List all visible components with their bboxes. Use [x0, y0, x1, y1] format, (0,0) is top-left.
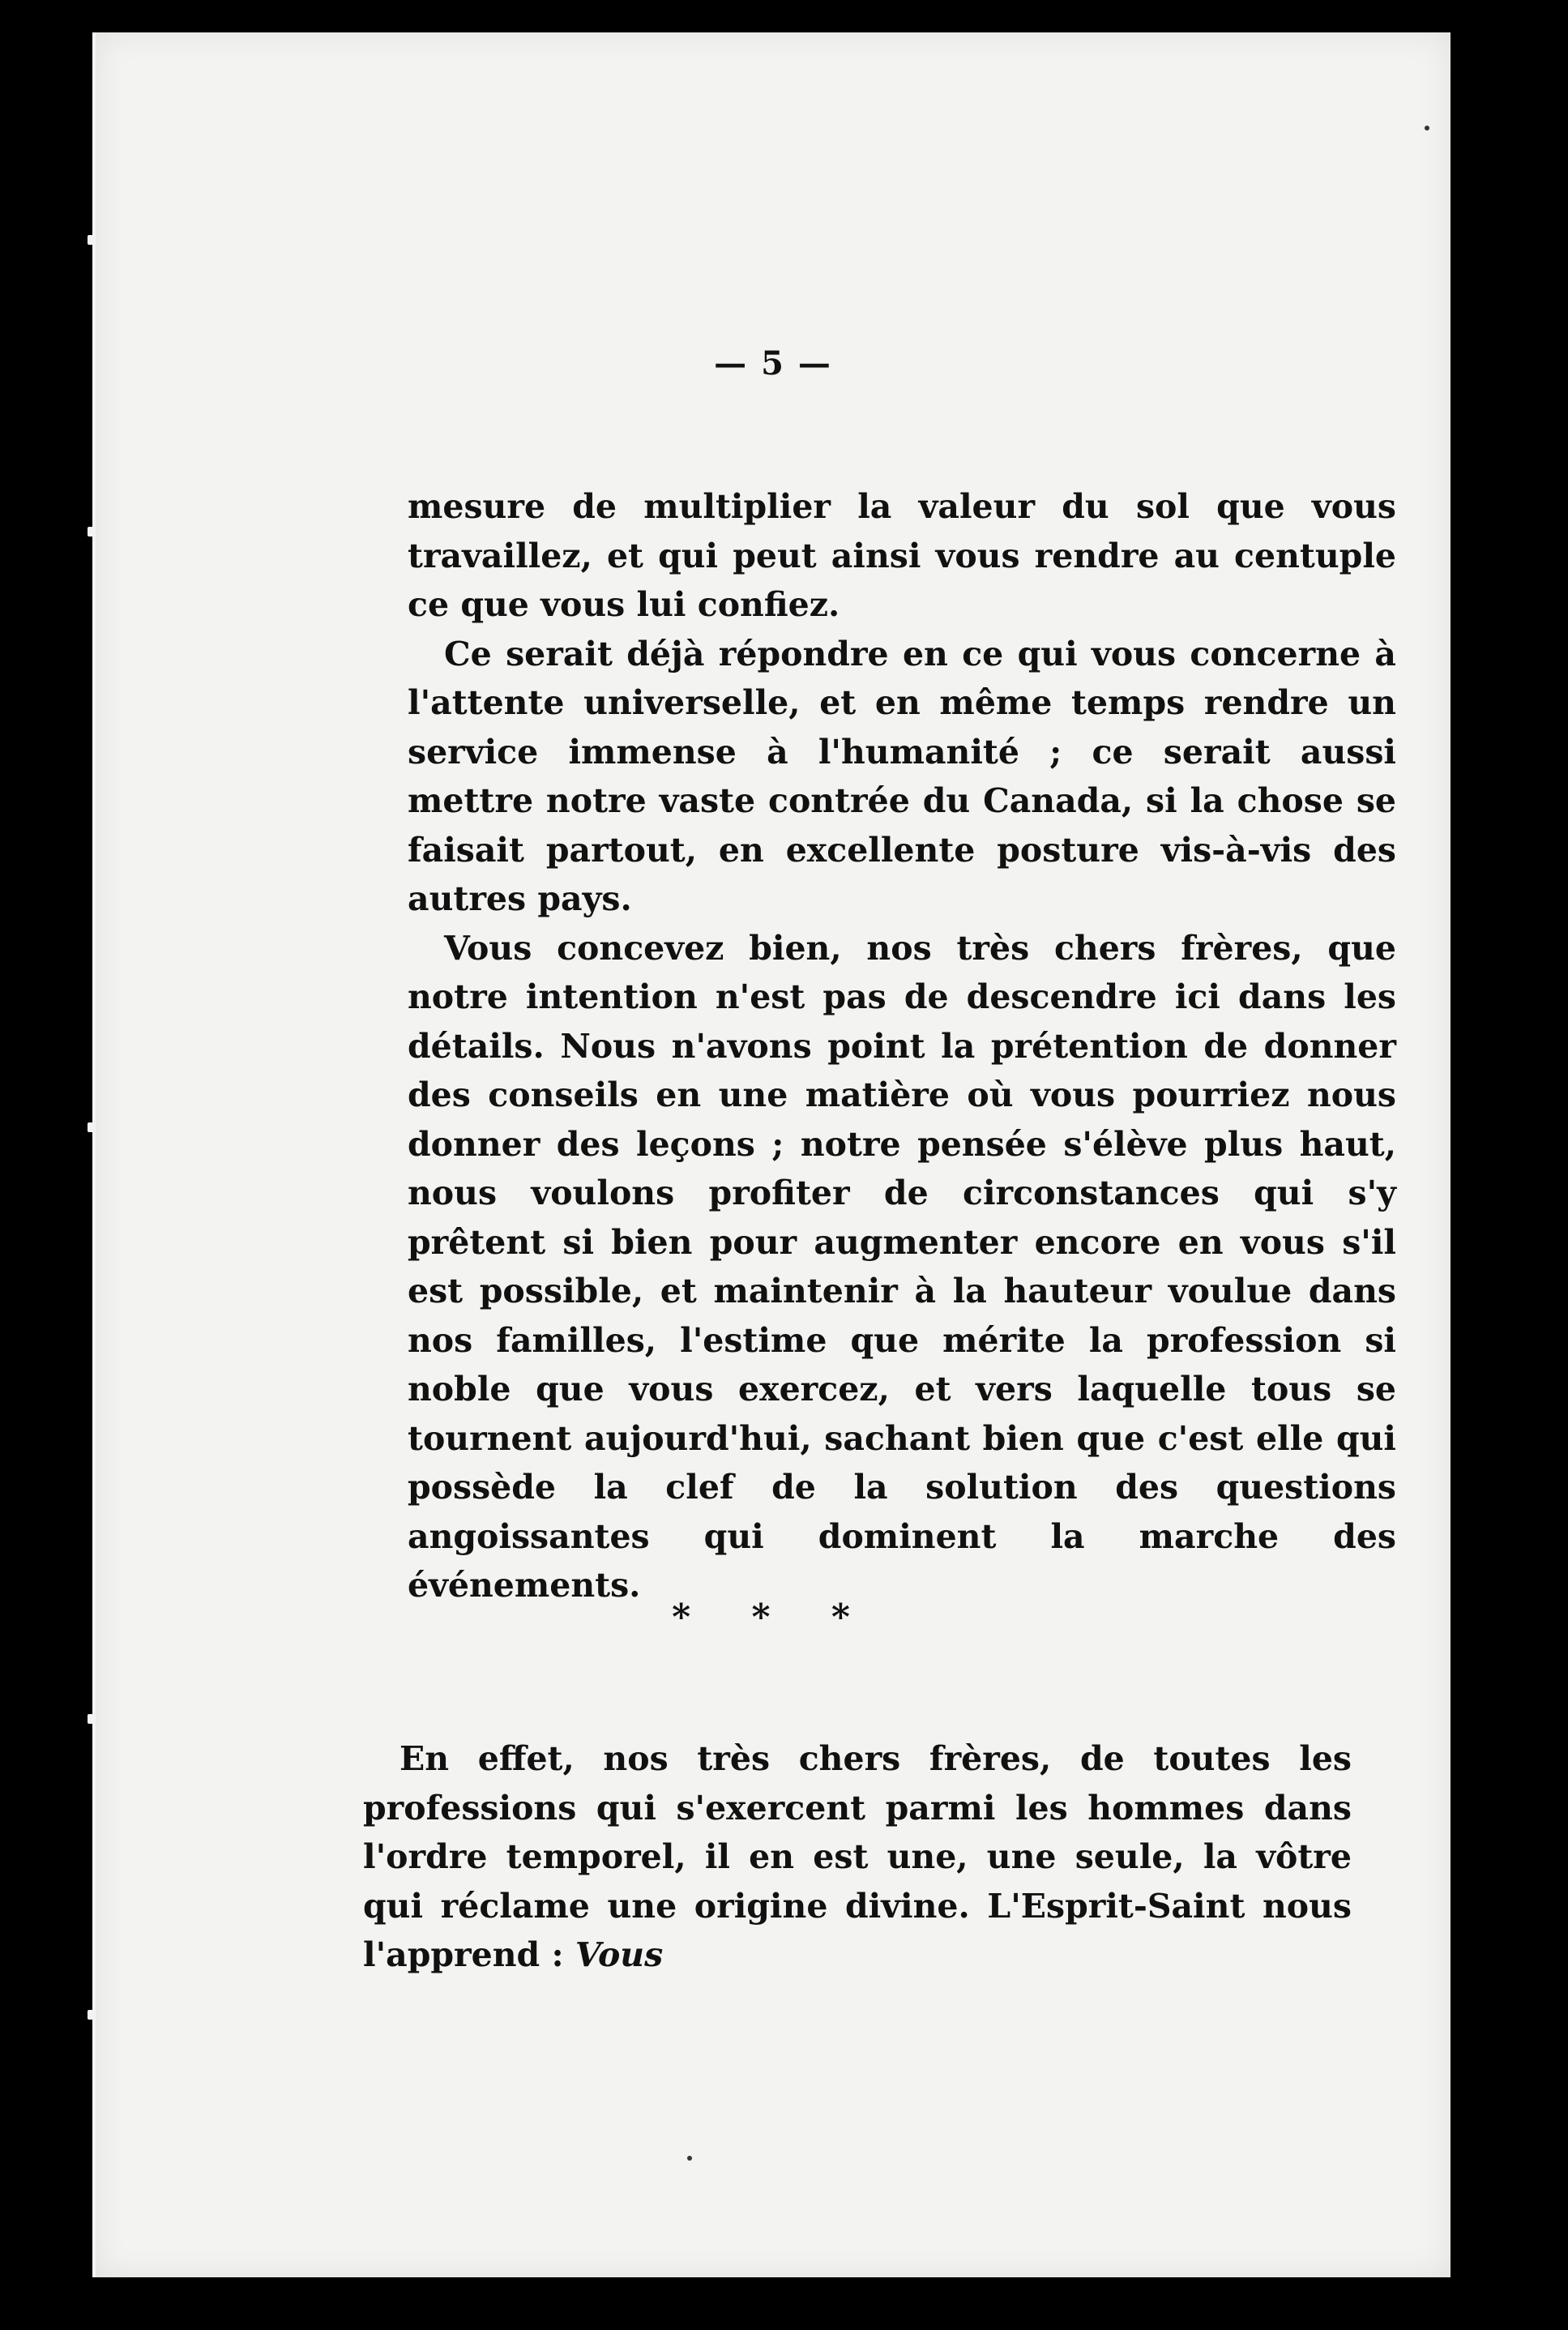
paragraph-text: En effet, nos très chers frères, de toutes les professions qui s'exercent parmi les hommes dans l'ordre temporel, il en est une, une seule, la vôtre qui réclame une origine divine. L'Esprit-Saint nous l'apprend : — [363, 1739, 1352, 1974]
book-binding — [52, 32, 96, 2277]
text-block-top — [408, 482, 1396, 1610]
text-block-bottom — [363, 1734, 1352, 1980]
page-speck — [687, 2156, 692, 2161]
paragraph-italic-tail: Vous — [575, 1935, 664, 1974]
paragraph: Ce serait déjà répondre en ce qui vous concerne à l'attente universelle, et en même temps rendre un service immense à l'humanité ; ce serait aussi mettre notre vaste contrée du Canada, si la chose se faisait partout, en excellente posture vis-à-vis des autres pays. — [408, 634, 1396, 918]
page-number: — 5 — — [714, 344, 832, 383]
paragraph: mesure de multiplier la valeur du sol que vous travaillez, et qui peut ainsi vous rendre au centuple ce que vous lui confiez. — [408, 487, 1396, 624]
book-page — [96, 32, 1451, 2277]
page-speck — [1425, 126, 1429, 130]
paragraph — [363, 1734, 1352, 1980]
paragraph: Vous concevez bien, nos très chers frères, que notre intention n'est pas de descendre ici dans les détails. Nous n'avons point la prétention de donner des conseils en une matière où vous pourriez nous donner des leçons ; notre pensée s'élève plus haut, nous voulons profiter de circonstances qui s'y prêtent si bien pour augmenter encore en vous s'il est possible, et maintenir à la hauteur voulue dans nos familles, l'estime que mérite la profession si noble que vous exercez, et vers laquelle tous se tournent aujourd'hui, sachant bien que c'est elle qui possède la clef de la solution des questions angoissantes qui dominent la marche des événements. — [408, 928, 1396, 1605]
section-separator: * * * — [672, 1597, 874, 1638]
